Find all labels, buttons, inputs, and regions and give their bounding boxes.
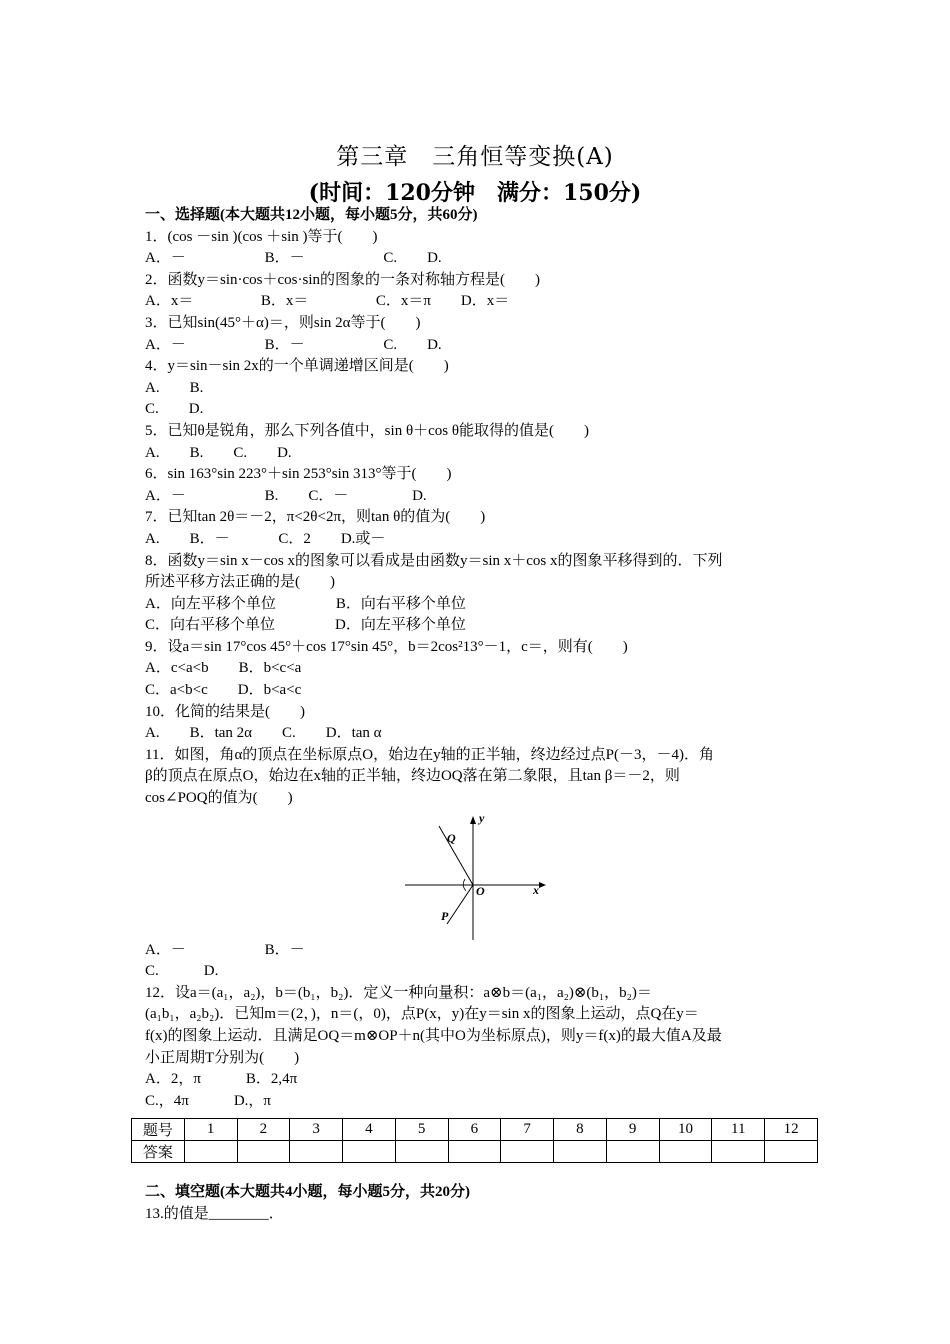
text-line: 8．函数y＝sin x－cos x的图象可以看成是由函数y＝sin x＋cos x的图象平移得到的．下列 [145,552,723,569]
text-line: 4．y＝sin－sin 2x的一个单调递增区间是( ) [145,358,449,375]
text-line: 3．已知sin(45°＋α)＝，则sin 2α等于( ) [145,314,421,331]
question-number-cell: 6 [448,1119,501,1141]
text-line: β的顶点在原点O，始边在x轴的正半轴，终边OQ落在第二象限，且tan β＝－2，则 [145,768,680,785]
text-line: 一、选择题(本大题共12小题，每小题5分，共60分) [145,207,478,223]
text-line: A．－ B．－ [145,941,305,958]
answer-cell[interactable] [501,1141,554,1163]
point-q-label: Q [447,830,456,845]
text-line: A. B. C. D. [145,444,292,461]
text-line: 10．化简的结果是( ) [145,703,305,720]
question-number-cell: 3 [290,1119,343,1141]
answer-cell[interactable] [659,1141,712,1163]
question-number-cell: 5 [395,1119,448,1141]
answer-cell[interactable] [712,1141,765,1163]
text-line: cos∠POQ的值为( ) [145,790,293,807]
text-line: 11．如图，角α的顶点在坐标原点O，始边在y轴的正半轴，终边经过点P(－3，－4)．角 [145,746,714,763]
answer-cell[interactable] [448,1141,501,1163]
axis-y-label: y [479,811,485,825]
text-line: 2．函数y＝sin·cos＋cos·sin的图象的一条对称轴方程是( ) [145,271,540,288]
question-number-cell: 1 [184,1119,237,1141]
text-line: 5．已知θ是锐角，那么下列各值中，sin θ＋cos θ能取得的值是( ) [145,422,590,439]
origin-label: O [476,883,485,898]
answer-cell[interactable] [184,1141,237,1163]
text-line: A．c<a<b B．b<c<a [145,660,302,677]
text-line: 9．设a＝sin 17°cos 45°＋cos 17°sin 45°，b＝2cos²13°－1，c＝，则有( ) [145,638,628,655]
question-number-cell: 2 [237,1119,290,1141]
questions-part-1 [145,205,815,810]
question-body [145,205,815,1112]
text-line: A．向左平移个单位 B．向右平移个单位 [145,595,466,612]
answer-cell[interactable] [765,1141,818,1163]
text-line: A．－ B. C．－ D. [145,487,427,504]
text-line: f(x)的图象上运动．且满足OQ＝m⊗OP＋n(其中O为坐标原点)，则y＝f(x)的最大值A及最 [145,1028,722,1044]
answer-table-row-numbers [132,1119,818,1141]
text-line: A．x＝ B．x＝ C．x＝π D．x＝ [145,293,510,310]
row-header-numbers: 题号 [132,1119,185,1141]
answer-table [131,1118,818,1163]
text-line: A. B．tan 2α C. D．tan α [145,725,382,742]
text-line: C．向右平移个单位 D．向左平移个单位 [145,617,466,634]
text-line: A．2，π B．2,4π [145,1071,298,1088]
text-line: A. B．－ C．2 D.或－ [145,530,386,547]
answer-cell[interactable] [606,1141,659,1163]
question-number-cell: 12 [765,1119,818,1141]
question-number-cell: 10 [659,1119,712,1141]
answer-cell[interactable] [237,1141,290,1163]
text-line: C. D. [145,963,219,980]
question-13: 13.的值是________． [145,1205,284,1222]
text-line: 7．已知tan 2θ＝－2，π<2θ<2π，则tan θ的值为( ) [145,509,486,526]
answer-cell[interactable] [343,1141,396,1163]
text-line: C.，4π D.，π [145,1092,271,1109]
page-subtitle: (时间：120分钟 满分：150分) [308,180,642,206]
text-line: C．a<b<c D．b<a<c [145,682,302,699]
text-line: A．－ B．－ C. D. [145,336,442,353]
answer-table-row-answers [132,1141,818,1163]
question-number-cell: 7 [501,1119,554,1141]
text-line: 所述平移方法正确的是( ) [145,574,335,591]
questions-part-2 [145,940,815,1113]
question-number-cell: 8 [554,1119,607,1141]
text-line: 12．设a＝(a₁，a₂)，b＝(b₁，b₂)．定义一种向量积：a⊗b＝(a₁，a₂)⊗(b₁，b₂)＝ [145,984,652,1001]
text-line: A．－ B．－ C. D. [145,250,442,267]
question-number-cell: 11 [712,1119,765,1141]
section-2 [145,1182,470,1225]
axis-x-label: x [533,882,539,897]
text-line: (a₁b₁，a₂b₂)．已知m＝(2，)，n＝(，0)，点P(x，y)在y＝sin x的图象上运动，点Q在y＝ [145,1006,699,1023]
question-number-cell: 9 [606,1119,659,1141]
text-line: C. D. [145,401,204,418]
point-p-label: P [441,908,449,923]
figure-11 [145,810,815,940]
section-2-heading: 二、填空题(本大题共4小题，每小题5分，共20分) [145,1184,470,1200]
answer-cell[interactable] [290,1141,343,1163]
question-number-cell: 4 [343,1119,396,1141]
row-header-answers: 答案 [132,1141,185,1163]
text-line: 小正周期T分别为( ) [145,1049,300,1066]
text-line: 6．sin 163°sin 223°＋sin 253°sin 313°等于( ) [145,466,452,483]
text-line: 1．(cos －sin )(cos ＋sin )等于( ) [145,228,378,245]
page-title: 第三章 三角恒等变换(A) [336,144,614,170]
coordinate-diagram [403,812,553,942]
text-line: A. B. [145,379,204,396]
answer-cell[interactable] [554,1141,607,1163]
answer-cell[interactable] [395,1141,448,1163]
